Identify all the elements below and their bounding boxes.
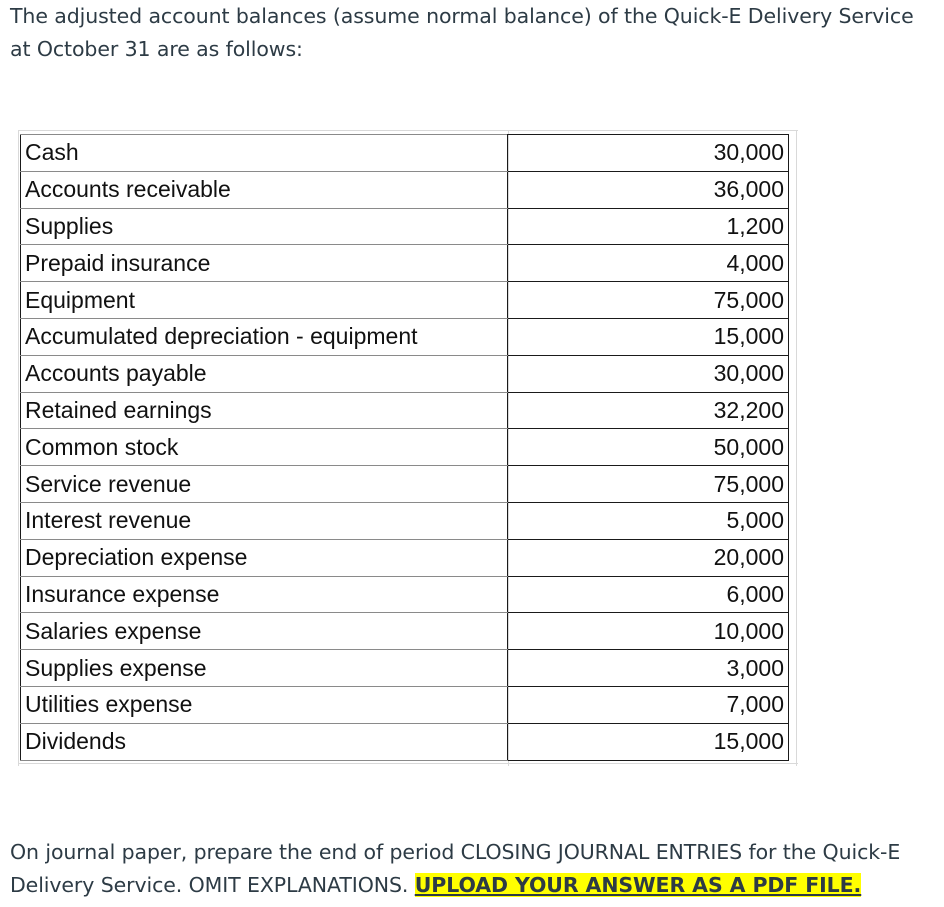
table-row bbox=[21, 539, 789, 576]
account-name: Utilities expense bbox=[21, 686, 508, 723]
account-name: Common stock bbox=[21, 429, 508, 466]
account-amount: 5,000 bbox=[508, 502, 789, 539]
account-amount: 1,200 bbox=[508, 208, 789, 245]
upload-pdf-notice: UPLOAD YOUR ANSWER AS A PDF FILE. bbox=[414, 873, 862, 897]
account-amount: 50,000 bbox=[508, 429, 789, 466]
grid-line bbox=[18, 763, 798, 764]
grid-line bbox=[18, 130, 19, 766]
account-amount: 6,000 bbox=[508, 576, 789, 613]
table-row bbox=[21, 686, 789, 723]
instructions-text: On journal paper, prepare the end of period CLOSING JOURNAL ENTRIES for the Quick-E Delivery Service. OMIT EXPLANATIONS. bbox=[10, 840, 901, 897]
account-name: Supplies expense bbox=[21, 650, 508, 687]
account-name: Retained earnings bbox=[21, 392, 508, 429]
table-row bbox=[21, 355, 789, 392]
account-amount: 15,000 bbox=[508, 318, 789, 355]
intro-paragraph: The adjusted account balances (assume normal balance) of the Quick-E Delivery Service at October 31 are as follows: bbox=[10, 4, 914, 61]
table-row bbox=[21, 650, 789, 687]
account-balances-table bbox=[20, 134, 789, 761]
account-name: Interest revenue bbox=[21, 502, 508, 539]
table-row bbox=[21, 135, 789, 172]
table-row bbox=[21, 208, 789, 245]
table-row bbox=[21, 613, 789, 650]
account-amount: 7,000 bbox=[508, 686, 789, 723]
account-name: Dividends bbox=[21, 723, 508, 760]
table-row bbox=[21, 502, 789, 539]
account-amount: 75,000 bbox=[508, 466, 789, 503]
account-name: Insurance expense bbox=[21, 576, 508, 613]
account-amount: 10,000 bbox=[508, 613, 789, 650]
table-row bbox=[21, 576, 789, 613]
table-row bbox=[21, 392, 789, 429]
grid-line bbox=[18, 130, 798, 131]
account-name: Accounts receivable bbox=[21, 171, 508, 208]
table-row bbox=[21, 429, 789, 466]
table-row bbox=[21, 282, 789, 319]
table-row bbox=[21, 245, 789, 282]
account-name: Supplies bbox=[21, 208, 508, 245]
account-name: Accumulated depreciation - equipment bbox=[21, 318, 508, 355]
account-amount: 30,000 bbox=[508, 355, 789, 392]
account-name: Accounts payable bbox=[21, 355, 508, 392]
table-row bbox=[21, 171, 789, 208]
account-amount: 20,000 bbox=[508, 539, 789, 576]
account-name: Depreciation expense bbox=[21, 539, 508, 576]
account-name: Cash bbox=[21, 135, 508, 172]
account-name: Service revenue bbox=[21, 466, 508, 503]
account-amount: 3,000 bbox=[508, 650, 789, 687]
account-balances-image bbox=[18, 130, 798, 766]
account-amount: 36,000 bbox=[508, 171, 789, 208]
table-row bbox=[21, 466, 789, 503]
account-name: Prepaid insurance bbox=[21, 245, 508, 282]
table-row bbox=[21, 318, 789, 355]
account-amount: 15,000 bbox=[508, 723, 789, 760]
account-amount: 30,000 bbox=[508, 135, 789, 172]
account-amount: 4,000 bbox=[508, 245, 789, 282]
grid-line bbox=[796, 130, 797, 766]
account-amount: 75,000 bbox=[508, 282, 789, 319]
account-amount: 32,200 bbox=[508, 392, 789, 429]
account-name: Salaries expense bbox=[21, 613, 508, 650]
instructions-paragraph bbox=[10, 836, 940, 902]
table-row bbox=[21, 723, 789, 760]
account-name: Equipment bbox=[21, 282, 508, 319]
